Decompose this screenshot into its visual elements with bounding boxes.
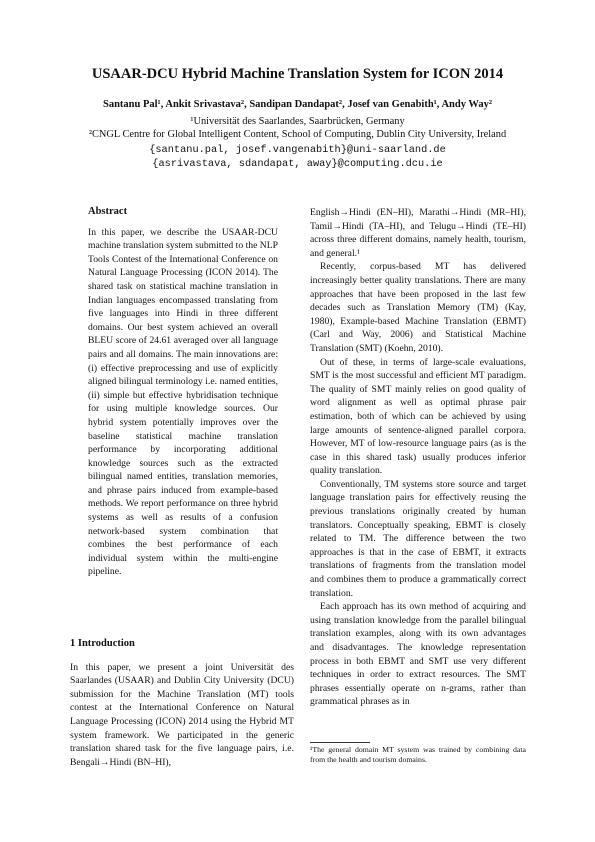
paper-title: USAAR-DCU Hybrid Machine Translation System for ICON 2014	[91, 66, 504, 82]
right-paragraph-1: English→Hindi (EN–HI), Marathi→Hindi (MR–HI), Tamil→Hindi (TA–HI), and Telugu→Hindi (TE–HI) across three different domains, namely health, tourism, and general.¹	[310, 207, 526, 259]
right-column-body	[310, 206, 526, 709]
affiliation-2: ²CNGL Centre for Global Intelligent Content, School of Computing, Dublin City University, Ireland	[88, 129, 507, 140]
abstract-text: In this paper, we describe the USAAR-DCU machine translation system submitted to the NLP Tools Contest of the International Conference on Natural Language Processing (ICON 2014). The shared task on statistical machine translation in Indian languages encompassed translating from five languages into Hindi in three different domains. Our best system achieved an overall BLEU score of 24.61 averaged over all language pairs and all domains. The main innovations are: (i) effective preprocessing and use of explicitly aligned bilingual terminology i.e. named entities, (ii) simple but effective hybridisation technique for using multiple knowledge sources. Our hybrid system potentially improves over the baseline statistical machine translation performance by incorporating additional knowledge sources such as the extracted bilingual named entities, translation memories, and phrase pairs induced from example-based methods. We report performance on three hybrid systems as well as results of a confusion network-based system combination that combines the best performance of each individual system within the multi-engine pipeline.	[88, 226, 278, 578]
author-list: Santanu Pal¹, Ankit Srivastava², Sandipan Dandapat², Josef van Genabith¹, Andy Way²	[103, 99, 492, 110]
abstract-heading: Abstract	[88, 206, 128, 217]
right-paragraph-3: Out of these, in terms of large-scale evaluations, SMT is the most successful and efficient MT paradigm. The quality of SMT mainly relies on good quality of word alignment as well as optimal phrase pair estimation, both of which can be achieved by using large amounts of sentence-aligned parallel corpora. However, MT of low-resource language pairs (as is the case in this shared task) usually produces inferior quality translation.	[310, 356, 526, 477]
footnote-1: ¹The general domain MT system was trained by combining data from the health and tourism domains.	[310, 745, 526, 764]
right-paragraph-4: Conventionally, TM systems store source and target language translation pairs for effectively reusing the previous translations originally created by human translators. Conceptually speaking, EBMT is closely related to TM. The difference between the two approaches is that in the case of EBMT, it extracts translations of fragments from the translation model and combines them to produce a grammatically correct translation.	[310, 478, 526, 599]
abstract-section	[88, 205, 278, 579]
email-line-2: {asrivastava, sdandapat, away}@computing.dcu.ie	[152, 158, 443, 170]
affiliation-1: ¹Universität des Saarlandes, Saarbrücken, Germany	[190, 116, 405, 127]
introduction-section	[70, 637, 294, 769]
email-line-1: {santanu.pal, josef.vangenabith}@uni-saarland.de	[149, 144, 446, 156]
footnote-divider	[310, 742, 370, 743]
right-paragraph-5: Each approach has its own method of acquiring and using translation knowledge from the parallel bilingual translation examples, along with its own advantages and disadvantages. The knowledge representation process in both EBMT and SMT use very different techniques in order to extract resources. The SMT phrases essentially operate on n-grams, rather than grammatical phrases as in	[310, 601, 526, 708]
intro-paragraph-1: In this paper, we present a joint Universität des Saarlandes (USAAR) and Dublin City University (DCU) submission for the Machine Translation (MT) tools contest at the International Conference on Natural Language Processing (ICON) 2014 using the Hybrid MT system framework. We participated in the generic translation shared task for the five language pairs, i.e. Bengali→Hindi (BN–HI),	[70, 661, 294, 768]
right-paragraph-2: Recently, corpus-based MT has delivered increasingly better quality translations. There are many approaches that have been proposed in the last few decades such as Translation Memory (TM) (Kay, 1980), Example-based Machine Translation (EBMT) (Carl and Way, 2006) and Statistical Machine Translation (SMT) (Koehn, 2010).	[310, 261, 526, 354]
section-heading-introduction: 1 Introduction	[70, 638, 135, 649]
